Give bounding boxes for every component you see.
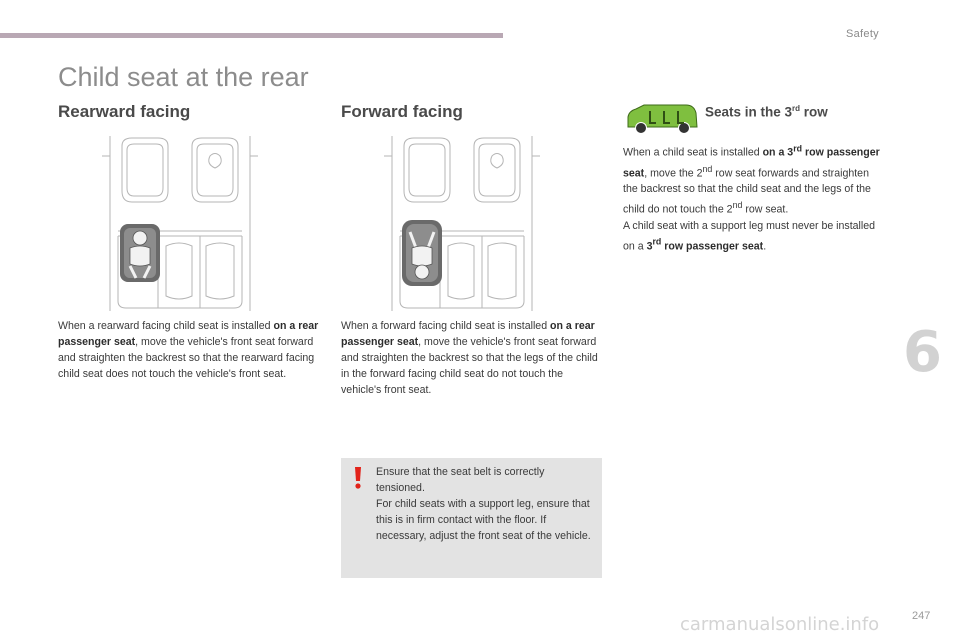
forward-facing-heading: Forward facing (341, 102, 463, 121)
chapter-number: 6 (903, 320, 942, 385)
exclamation-icon (353, 467, 363, 489)
car-top-view-forward-child-seat-icon (382, 136, 542, 311)
watermark: carmanualsonline.info (680, 614, 880, 635)
warning-text: Ensure that the seat belt is correctly tensioned. For child seats with a support leg, ensure that this is in firm contact with the floor. If necessary, adjust the front seat of the vehicle. (376, 466, 591, 542)
warning-box (341, 458, 602, 578)
page-number: 247 (912, 610, 931, 622)
third-row-heading: Seats in the 3rd row (705, 104, 828, 120)
rearward-facing-heading: Rearward facing (58, 102, 191, 121)
header-accent-bar (0, 33, 503, 38)
third-row-text: When a child seat is installed on a 3rd row passenger seat, move the 2nd row seat forwards and straighten the backrest so that the child seat and the legs of the child do not touch the 2nd row seat. A child seat with a support leg must never be installed on a 3rd row passenger seat. (623, 143, 880, 253)
car-side-seats-icon (624, 103, 699, 135)
forward-facing-text: When a forward facing child seat is installed on a rear passenger seat, move the vehicle's front seat forward and straighten the backrest so that the legs of the child in the forward facing child seat do not touch the vehicle's front seat. (341, 320, 598, 396)
rearward-facing-text: When a rearward facing child seat is installed on a rear passenger seat, move the vehicle's front seat forward and straighten the backrest so that the rearward facing child seat does not touch the vehicle's front seat. (58, 320, 319, 380)
section-label: Safety (846, 28, 879, 40)
car-top-view-rearward-child-seat-icon (100, 136, 260, 311)
page-title: Child seat at the rear (58, 62, 309, 92)
